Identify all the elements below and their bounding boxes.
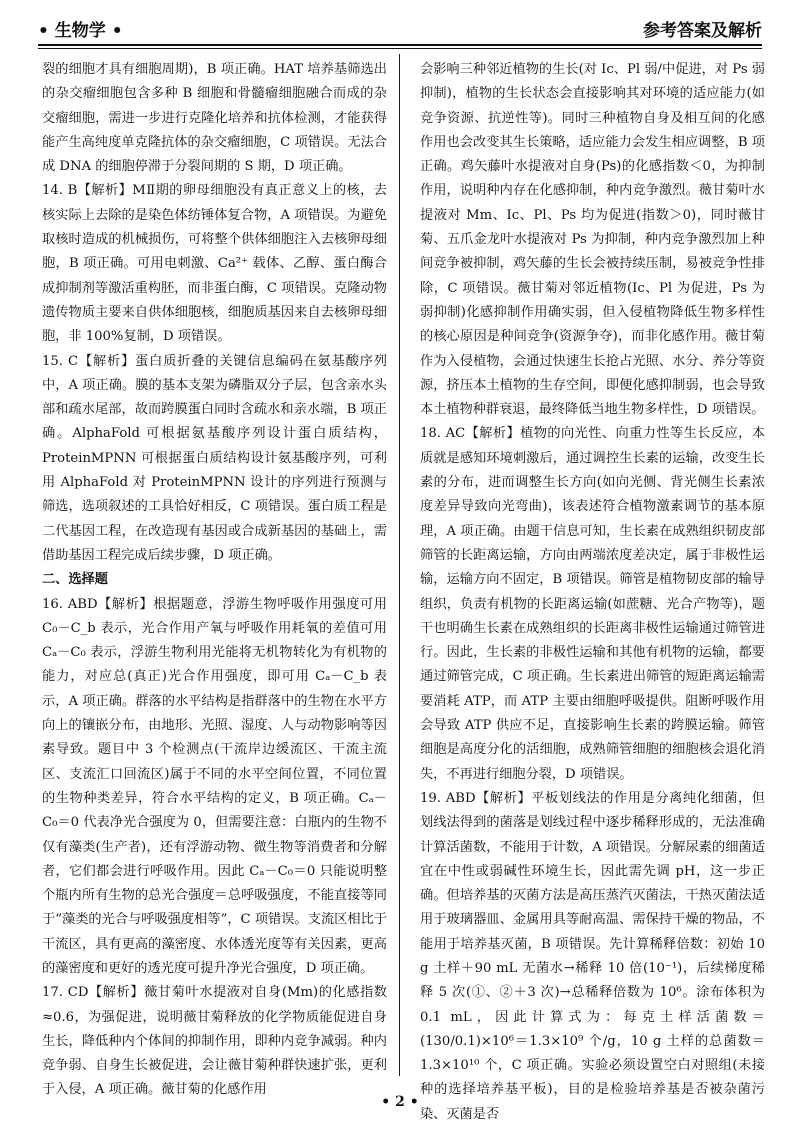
answer-15: 15. C【解析】蛋白质折叠的关键信息编码在氨基酸序列中，A 项正确。膜的基本支架为磷脂双分子层，包含亲水头部和疏水尾部，故而跨膜蛋白同时含疏水和亲水端，B 项正确。AlphaFold 可根据氨基酸序列设计蛋白质结构，ProteinMPNN 可根据蛋白质结构设计氨基酸序列，可利用 AlphaFold 对 ProteinMPNN 设计的序列进行预测与筛选，选项叙述的工具恰好相反，C 项错误。蛋白质工程是二代基因工程，在改造现有基因或合成新基因的基础上，需借助基因工程完成后续步骤，D 项正确。 [42,353,387,563]
answer-16: 16. ABD【解析】根据题意，浮游生物呼吸作用强度可用 C₀－C_b 表示，光合作用产氧与呼吸作用耗氧的差值可用 Cₐ－C₀ 表示，浮游生物利用光能将无机物转化为有机物的能力，对应总(真正)光合作用强度，即可用 Cₐ－C_b 表示，A 项正确。群落的水平结构是指群落中的生物在水平方向上的镶嵌分布，由地形、光照、湿度、人与动物影响等因素导致。题目中 3 个检测点(干流岸边缓流区、干流主流区、支流汇口回流区)属于不同的水平空间位置，不同位置的生物种类差异，符合水平结构的定义，B 项正确。Cₐ－C₀＝0 代表净光合强度为 0，但需要注意：白瓶内的生物不仅有藻类(生产者)，还有浮游动物、微生物等消费者和分解者，它们都会进行呼吸作用。因此 Cₐ－C₀＝0 只能说明整个瓶内所有生物的总光合强度＝总呼吸强度，不能直接等同于“藻类的光合与呼吸强度相等”，C 项错误。支流区相比于干流区，具有更高的藻密度、水体透光度等有关因素，更高的藻密度和更好的透光度可提升净光合强度，D 项正确。 [42,596,387,976]
answer-19: 19. ABD【解析】平板划线法的作用是分离纯化细菌，但划线法得到的菌落是划线过程中逐步稀释形成的，无法准确计算活菌数，不能用于计数，A 项错误。分解尿素的细菌适宜在中性或弱碱性环境生长，因此需先调 pH，这一步正确。但培养基的灭菌方法是高压蒸汽灭菌法，干热灭菌法适用于玻璃器皿、金属用具等耐高温、需保持干燥的物品，不能用于培养基灭菌，B 项错误。先计算稀释倍数：初始 10 g 土样＋90 mL 无菌水→稀释 10 倍(10⁻¹)，后续梯度稀释 5 次(①、②＋3 次)→总稀释倍数为 10⁶。涂布体积为 0.1 mL，因此计算式为：每克土样活菌数＝(130/0.1)×10⁶＝1.3×10⁹ 个/g，10 g 土样的总菌数＝1.3×10¹⁰ 个，C 项正确。实验必须设置空白对照组(未接种的选择培养基平板)，目的是检验培养基是否被杂菌污染、灭菌是否 [420,790,765,1122]
answer-18: 18. AC【解析】植物的向光性、向重力性等生长反应，本质就是感知环境刺激后，通过调控生长素的运输，改变生长素的分布，进而调整生长方向(如向光侧、背光侧生长素浓度差异导致向光弯曲)，该表述符合植物激素调节的基本原理，A 项正确。由题干信息可知，生长素在成熟组织韧皮部筛管的长距离运输，方向由两端浓度差决定，属于非极性运输，运输方向不固定，B 项错误。筛管是植物韧皮部的输导组织，负责有机物的长距离运输(如蔗糖、光合产物等)，题干也明确生长素在成熟组织的长距离非极性运输通过筛管进行。因此，生长素的非极性运输和其他有机物的运输，都要通过筛管完成，C 项正确。生长素进出筛管的短距离运输需要消耗 ATP，而 ATP 主要由细胞呼吸提供。阻断呼吸作用会导致 ATP 供应不足，直接影响生长素的跨膜运输。筛管细胞是高度分化的活细胞，成熟筛管细胞的细胞核会退化消失，不再进行细胞分裂，D 项错误。 [420,426,765,782]
column-divider [399,54,400,1076]
page-number: • 2 • [381,1094,419,1110]
left-column [42,58,387,1103]
subject-title: • 生物学 • [38,21,123,41]
section-heading: 二、选择题 [42,572,108,588]
answer-17-continued: 会影响三种邻近植物的生长(对 Ic、Pl 弱/中促进，对 Ps 弱抑制)，植物的生长状态会直接影响其对环境的适应能力(如竞争资源、抗逆性等)。同时三种植物自身及相互间的化感作用也会改变其生长策略，适应能力会发生相应调整，B 项正确。鸡矢藤叶水提液对自身(Ps)的化感指数＜0，为抑制作用，说明种内存在化感抑制，种内竞争激烈。薇甘菊叶水提液对 Mm、Ic、Pl、Ps 均为促进(指数＞0)，同时薇甘菊、五爪金龙叶水提液对 Ps 为抑制，种内竞争激烈加上种间竞争被抑制，鸡矢藤的生长会被持续压制，易被竞争性排除，C 项错误。薇甘菊对邻近植物(Ic、Pl 为促进，Ps 为弱抑制)化感抑制作用确实弱，但入侵植物降低生物多样性的核心原因是种间竞争(资源争夺)，而非化感作用。薇甘菊作为入侵植物，会通过快速生长抢占光照、水分、养分等资源，挤压本土植物的生存空间，即便化感抑制弱，也会导致本土植物种群衰退，最终降低当地生物多样性，D 项错误。 [420,62,765,418]
paragraph-continuation: 裂的细胞才具有细胞周期)，B 项正确。HAT 培养基筛选出的杂交瘤细胞包含多种 B 细胞和骨髓瘤细胞融合而成的杂交瘤细胞，需进一步进行克隆化培养和抗体检测，才能获得能产生高纯度单克隆抗体的杂交瘤细胞，C 项错误。无法合成 DNA 的细胞停滞于分裂间期的 S 期，D 项正确。 [42,62,387,175]
header-rule-thin [38,48,762,49]
page-header [38,10,762,44]
right-column [420,58,765,1127]
header-rule [38,44,762,46]
answer-17: 17. CD【解析】薇甘菊叶水提液对自身(Mm)的化感指数≈0.6，为强促进，说明薇甘菊释放的化学物质能促进自身生长，降低种内个体间的抑制作用，即种内竞争减弱。种内竞争弱、自身生长被促进，会让薇甘菊种群快速扩张，更利于入侵，A 项正确。薇甘菊的化感作用 [42,985,387,1098]
document-title: 参考答案及解析 [643,21,762,41]
answer-14: 14. B【解析】MⅡ期的卵母细胞没有真正意义上的核，去核实际上去除的是染色体纺锤体复合物，A 项错误。为避免取核时造成的机械损伤，可将整个供体细胞注入去核卵母细胞，B 项正确。可用电刺激、Ca²⁺ 载体、乙醇、蛋白酶合成抑制剂等激活重构胚，而非蛋白酶，C 项错误。克隆动物遗传物质主要来自供体细胞核，细胞质基因来自去核卵母细胞，非 100%复制，D 项错误。 [42,183,387,345]
